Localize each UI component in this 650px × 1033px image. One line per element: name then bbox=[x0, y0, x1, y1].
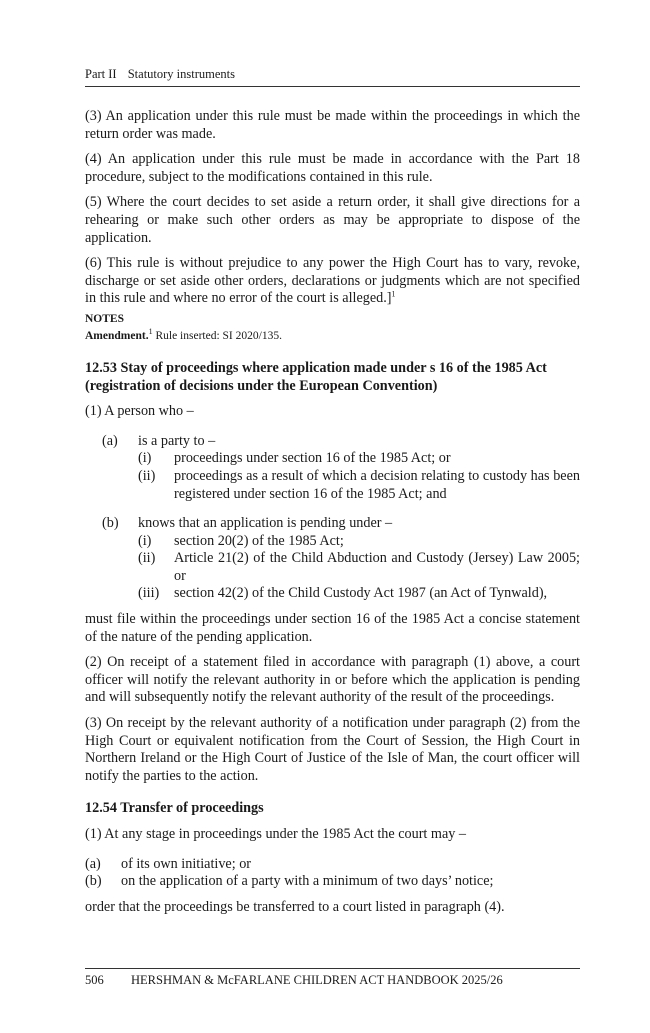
item-label: (i) bbox=[138, 450, 152, 467]
notes-body: Rule inserted: SI 2020/135. bbox=[152, 329, 282, 342]
item-label: (a) bbox=[102, 432, 118, 449]
item-text: of its own initiative; or bbox=[121, 855, 252, 872]
section-heading-12-54: 12.54 Transfer of proceedings bbox=[85, 800, 264, 817]
paragraph: (5) Where the court decides to set aside a return order, it shall give directions for a rehearing or make such other orders as may be appropriate to dispose of the application. bbox=[85, 194, 580, 246]
list-transfer bbox=[85, 856, 580, 891]
item-label: (iii) bbox=[138, 585, 160, 602]
item-label: (a) bbox=[85, 855, 101, 872]
page-number: 506 bbox=[85, 973, 104, 987]
footer-title: HERSHMAN & McFARLANE CHILDREN ACT HANDBOOK 2025/26 bbox=[131, 973, 503, 987]
list-item bbox=[85, 433, 580, 451]
paragraph: (1) At any stage in proceedings under the 1985 Act the court may – bbox=[85, 826, 466, 842]
section-heading-12-53: 12.53 Stay of proceedings where application made under s 16 of the 1985 Act (registration of decisions under the European Convention) bbox=[85, 359, 547, 394]
running-header bbox=[85, 66, 580, 87]
header-title: Statutory instruments bbox=[127, 67, 236, 81]
item-text: knows that an application is pending under – bbox=[138, 515, 393, 532]
list-b bbox=[85, 515, 580, 603]
item-label: (b) bbox=[102, 515, 119, 532]
paragraph-text: (6) This rule is without prejudice to any power the High Court has to vary, revoke, discharge or set aside other orders, declarations or judgments which are not specified in this rule and where no error of the court is alleged.] bbox=[85, 255, 580, 307]
list-item bbox=[85, 468, 580, 503]
paragraph: (3) An application under this rule must be made within the proceedings in which the return order was made. bbox=[85, 108, 580, 142]
item-label: (b) bbox=[85, 873, 102, 890]
notes-text bbox=[85, 329, 580, 343]
item-label: (ii) bbox=[138, 467, 156, 484]
footnote-mark: 1 bbox=[391, 289, 396, 299]
list-item bbox=[85, 533, 580, 551]
item-text: section 42(2) of the Child Custody Act 1987 (an Act of Tynwald), bbox=[174, 585, 548, 602]
page-body bbox=[85, 108, 580, 924]
notes-label: Amendment. bbox=[85, 329, 149, 342]
list-a bbox=[85, 433, 580, 503]
item-label: (i) bbox=[138, 532, 152, 549]
paragraph: order that the proceedings be transferred to a court listed in paragraph (4). bbox=[85, 898, 505, 915]
paragraph: (1) A person who – bbox=[85, 403, 194, 420]
paragraph bbox=[85, 255, 580, 308]
list-item bbox=[85, 873, 580, 891]
list-item bbox=[85, 515, 580, 533]
paragraph: must file within the proceedings under section 16 of the 1985 Act a concise statement of the nature of the pending application. bbox=[85, 611, 580, 645]
running-footer bbox=[85, 968, 580, 988]
item-text: is a party to – bbox=[138, 432, 216, 449]
item-text: Article 21(2) of the Child Abduction and Custody (Jersey) Law 2005; or bbox=[174, 550, 580, 584]
header-part: Part II bbox=[85, 67, 117, 81]
item-text: on the application of a party with a minimum of two days’ notice; bbox=[121, 873, 494, 890]
list-item bbox=[85, 856, 580, 874]
item-label: (ii) bbox=[138, 550, 156, 567]
paragraph: (2) On receipt of a statement filed in accordance with paragraph (1) above, a court officer will notify the relevant authority in or before which the application is pending and will subsequently notify the relevant authority of the result of the proceedings. bbox=[85, 654, 580, 706]
list-item bbox=[85, 585, 580, 603]
paragraph: (4) An application under this rule must be made in accordance with the Part 18 procedure, subject to the modifications contained in this rule. bbox=[85, 151, 580, 185]
item-text: section 20(2) of the 1985 Act; bbox=[174, 532, 344, 549]
list-item bbox=[85, 450, 580, 468]
item-text: proceedings under section 16 of the 1985 Act; or bbox=[174, 450, 451, 467]
notes-mark: 1 bbox=[148, 327, 153, 337]
item-text: proceedings as a result of which a decision relating to custody has been registered under section 16 of the 1985 Act; and bbox=[174, 467, 580, 502]
notes-heading: NOTES bbox=[85, 312, 124, 325]
paragraph: (3) On receipt by the relevant authority of a notification under paragraph (2) from the High Court or equivalent notification from the Court of Session, the High Court in Northern Ireland or the High Court of Justice of the Isle of Man, the court officer will notify the parties to the action. bbox=[85, 715, 580, 784]
list-item bbox=[85, 550, 580, 585]
